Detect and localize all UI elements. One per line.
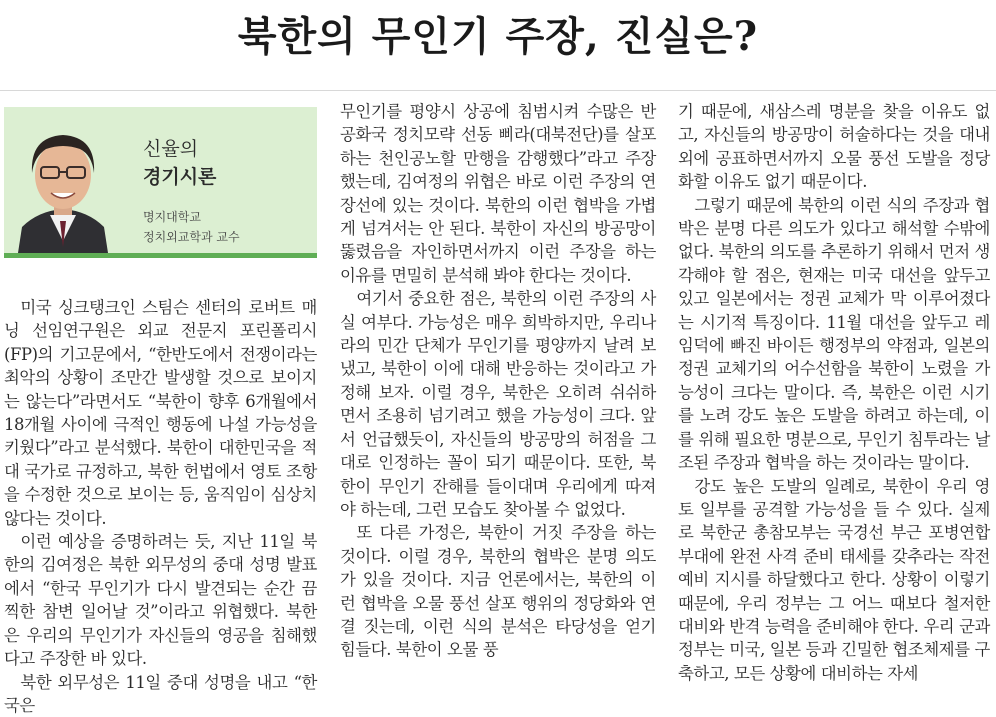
- columnist-name: 신율의: [143, 135, 216, 163]
- paragraph: 강도 높은 도발의 일례로, 북한이 우리 영토 일부를 공격할 가능성을 들 수 있다. 실제로 북한군 총참모부는 국경선 부근 포병연합부대에 완전 사격 준비 태세를 갖추라는 작전 예비 지시를 하달했다고 한다. 상황이 이렇기 때문에, 우리 정부는 그 어느 때보다 철저한 대비와 반격 능력을 준비해야 한다. 우리 군과 정부는 미국, 일본 등과 긴밀한 협조체제를 구축하고, 모든 상황에 대비하는 자세: [678, 475, 990, 686]
- paragraph: 또 다른 가정은, 북한이 거짓 주장을 하는 것이다. 이럴 경우, 북한의 협박은 분명 의도가 있을 것이다. 지금 언론에서는, 북한의 이런 협박을 오물 풍선 살포 행위의 정당화와 연결 짓는데, 이런 식의 분석은 타당성을 얻기 힘들다. 북한이 오물 풍: [340, 521, 656, 661]
- paragraph: 미국 싱크탱크인 스팀슨 센터의 로버트 매닝 선임연구원은 외교 전문지 포린폴리시(FP)의 기고문에서, “한반도에서 전쟁이라는 최악의 상황이 조만간 발생할 것으로 보이지는 않는다”라면서도 “북한이 향후 6개월에서 18개월 사이에 극적인 행동에 나설 가능성을 키웠다”라고 분석했다. 북한이 대한민국을 적대 국가로 규정하고, 북한 헌법에서 영토 조항을 수정한 것으로 보이는 등, 움직임이 심상치 않다는 것이다.: [4, 296, 317, 530]
- department: 정치외교학과 교수: [143, 227, 240, 247]
- header-divider: [0, 90, 996, 91]
- column-title-block: [143, 135, 216, 191]
- article-column-3: [678, 100, 990, 673]
- paragraph: 이런 예상을 증명하려는 듯, 지난 11일 북한의 김여정은 북한 외무성의 중대 성명 발표에서 “한국 무인기가 다시 발견되는 순간 끔찍한 참변 일어날 것”이라고 위협했다. 북한은 우리의 무인기가 자신들의 영공을 침해했다고 주장한 바 있다.: [4, 530, 317, 670]
- paragraph: 무인기를 평양시 상공에 침범시켜 수많은 반공화국 정치모략 선동 삐라(대북전단)를 살포하는 천인공노할 만행을 감행했다”라고 주장했는데, 김여정의 위협은 바로 이런 주장의 연장선에 있는 것이다. 북한의 이런 협박을 가볍게 넘겨서는 안 된다. 북한이 자신의 방공망이 뚫렸음을 자인하면서까지 이런 주장을 하는 이유를 면밀히 분석해 봐야 한다는 것이다.: [340, 100, 656, 287]
- byline-accent-bar: [4, 253, 317, 258]
- paragraph: 북한 외무성은 11일 중대 성명을 내고 “한국은: [4, 671, 317, 717]
- columnist-affiliation: [143, 207, 240, 247]
- article-column-2: [340, 100, 656, 673]
- paragraph: 그렇기 때문에 북한의 이런 식의 주장과 협박은 분명 다른 의도가 있다고 해석할 수밖에 없다. 북한의 의도를 추론하기 위해서 먼저 생각해야 할 점은, 현재는 미국 대선을 앞두고 있고 일본에서는 정권 교체가 막 이루어졌다는 시기적 특징이다. 11월 대선을 앞두고 레임덕에 빠진 바이든 행정부의 약점과, 일본의 정권 교체기의 어수선함을 북한이 노렸을 가능성이 크다는 말이다. 즉, 북한은 이런 시기를 노려 강도 높은 도발을 하려고 하는데, 이를 위해 필요한 명분으로, 무인기 침투라는 날조된 주장과 협박을 하는 것이라는 말이다.: [678, 194, 990, 475]
- column-title: 경기시론: [143, 163, 216, 191]
- columnist-byline-box: [4, 107, 317, 253]
- article-column-1: [4, 296, 317, 673]
- headline: 북한의 무인기 주장, 진실은?: [0, 2, 996, 72]
- university: 명지대학교: [143, 207, 240, 227]
- columnist-portrait: [8, 115, 118, 253]
- paragraph: 여기서 중요한 점은, 북한의 이런 주장의 사실 여부다. 가능성은 매우 희박하지만, 우리나라의 민간 단체가 무인기를 평양까지 날려 보냈고, 북한이 이에 대해 반응하는 것이라고 가정해 보자. 이럴 경우, 북한은 오히려 쉬쉬하면서 조용히 넘기려고 했을 가능성이 크다. 앞서 언급했듯이, 자신들의 방공망의 허점을 그대로 인정하는 꼴이 되기 때문이다. 또한, 북한이 무인기 잔해를 들이대며 우리에게 따져야 하는데, 그런 모습도 찾아볼 수 없었다.: [340, 287, 656, 521]
- paragraph: 기 때문에, 새삼스레 명분을 찾을 이유도 없고, 자신들의 방공망이 허술하다는 것을 대내외에 공표하면서까지 오물 풍선 도발을 정당화할 이유도 없기 때문이다.: [678, 100, 990, 194]
